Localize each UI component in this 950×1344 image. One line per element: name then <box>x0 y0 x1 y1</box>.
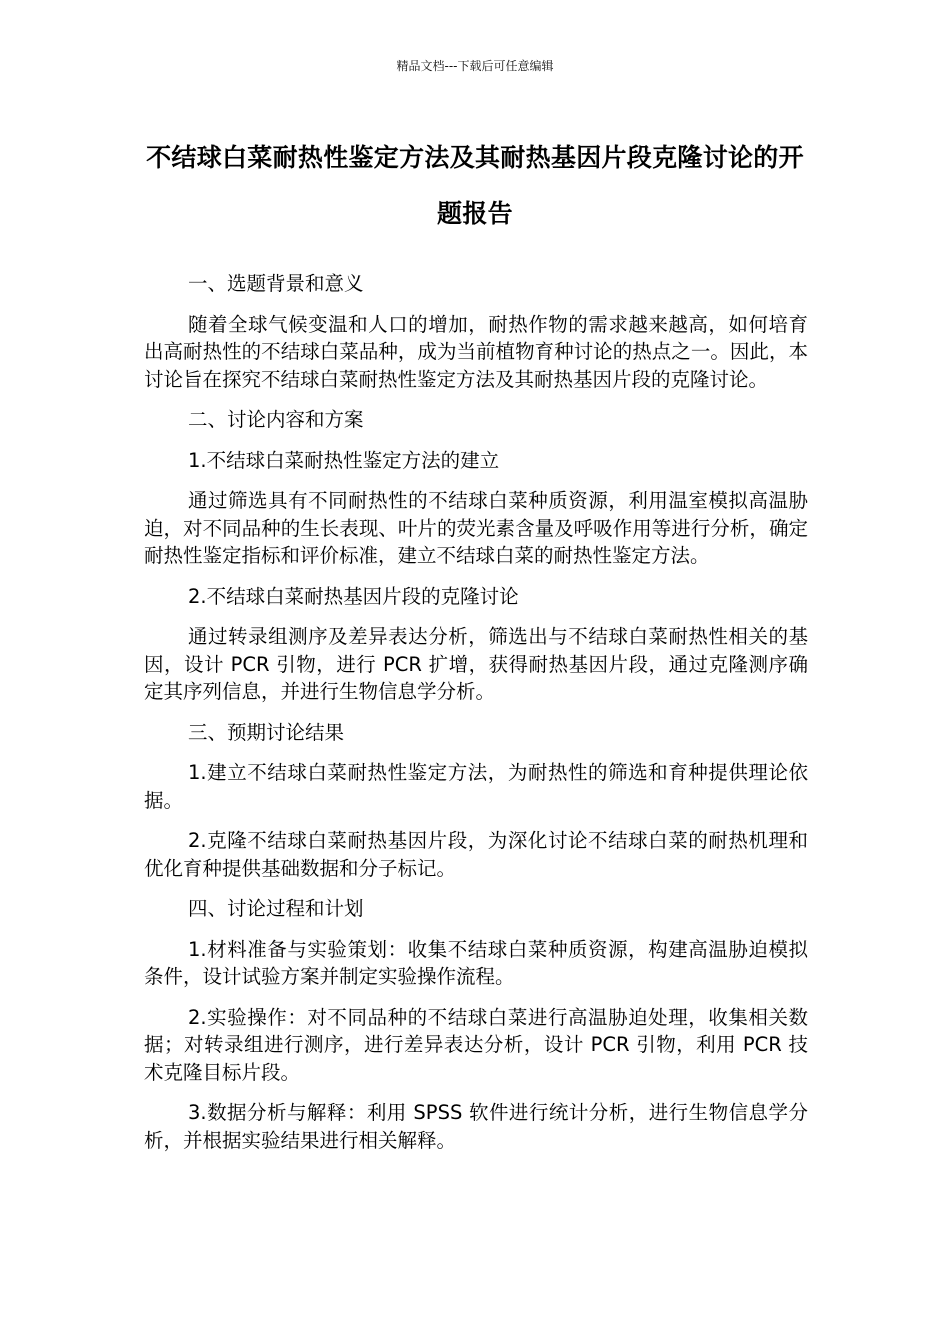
document-body <box>144 270 808 1167</box>
paragraph-method: 通过筛选具有不同耐热性的不结球白菜种质资源，利用温室模拟高温胁迫，对不同品种的生长表现、叶片的荧光素含量及呼吸作用等进行分析，确定耐热性鉴定指标和评价标准，建立不结球白菜的耐热性鉴定方法。 <box>144 489 808 567</box>
subheading-2-2: 2.不结球白菜耐热基因片段的克隆讨论 <box>188 584 519 608</box>
paragraph-background: 随着全球气候变温和人口的增加，耐热作物的需求越来越高，如何培育出高耐热性的不结球白菜品种，成为当前植物育种讨论的热点之一。因此，本讨论旨在探究不结球白菜耐热性鉴定方法及其耐热基因片段的克隆讨论。 <box>144 312 808 391</box>
paragraph-cloning: 通过转录组测序及差异表达分析，筛选出与不结球白菜耐热性相关的基因，设计 PCR 引物，进行 PCR 扩增，获得耐热基因片段，通过克隆测序确定其序列信息，并进行生物信息学分析。 <box>144 625 808 703</box>
subheading-2-1: 1.不结球白菜耐热性鉴定方法的建立 <box>188 448 500 472</box>
section-heading-2: 二、讨论内容和方案 <box>188 408 364 431</box>
header-note: 精品文档---下载后可任意编辑 <box>396 59 554 73</box>
result-item-1: 1.建立不结球白菜耐热性鉴定方法，为耐热性的筛选和育种提供理论依据。 <box>144 761 808 812</box>
section-heading-1: 一、选题背景和意义 <box>188 272 364 295</box>
plan-item-2: 2.实验操作：对不同品种的不结球白菜进行高温胁迫处理，收集相关数据；对转录组进行测序，进行差异表达分析，设计 PCR 引物，利用 PCR 技术克隆目标片段。 <box>144 1005 808 1084</box>
plan-item-3: 3.数据分析与解释：利用 SPSS 软件进行统计分析，进行生物信息学分析，并根据实验结果进行相关解释。 <box>144 1101 808 1152</box>
plan-item-1: 1.材料准备与实验策划：收集不结球白菜种质资源，构建高温胁迫模拟条件，设计试验方案并制定实验操作流程。 <box>144 937 808 988</box>
document-title: 不结球白菜耐热性鉴定方法及其耐热基因片段克隆讨论的开题报告 <box>146 143 804 228</box>
result-item-2: 2.克隆不结球白菜耐热基因片段，为深化讨论不结球白菜的耐热机理和优化育种提供基础数据和分子标记。 <box>144 829 808 880</box>
section-heading-4: 四、讨论过程和计划 <box>188 897 364 920</box>
section-heading-3: 三、预期讨论结果 <box>188 720 345 744</box>
